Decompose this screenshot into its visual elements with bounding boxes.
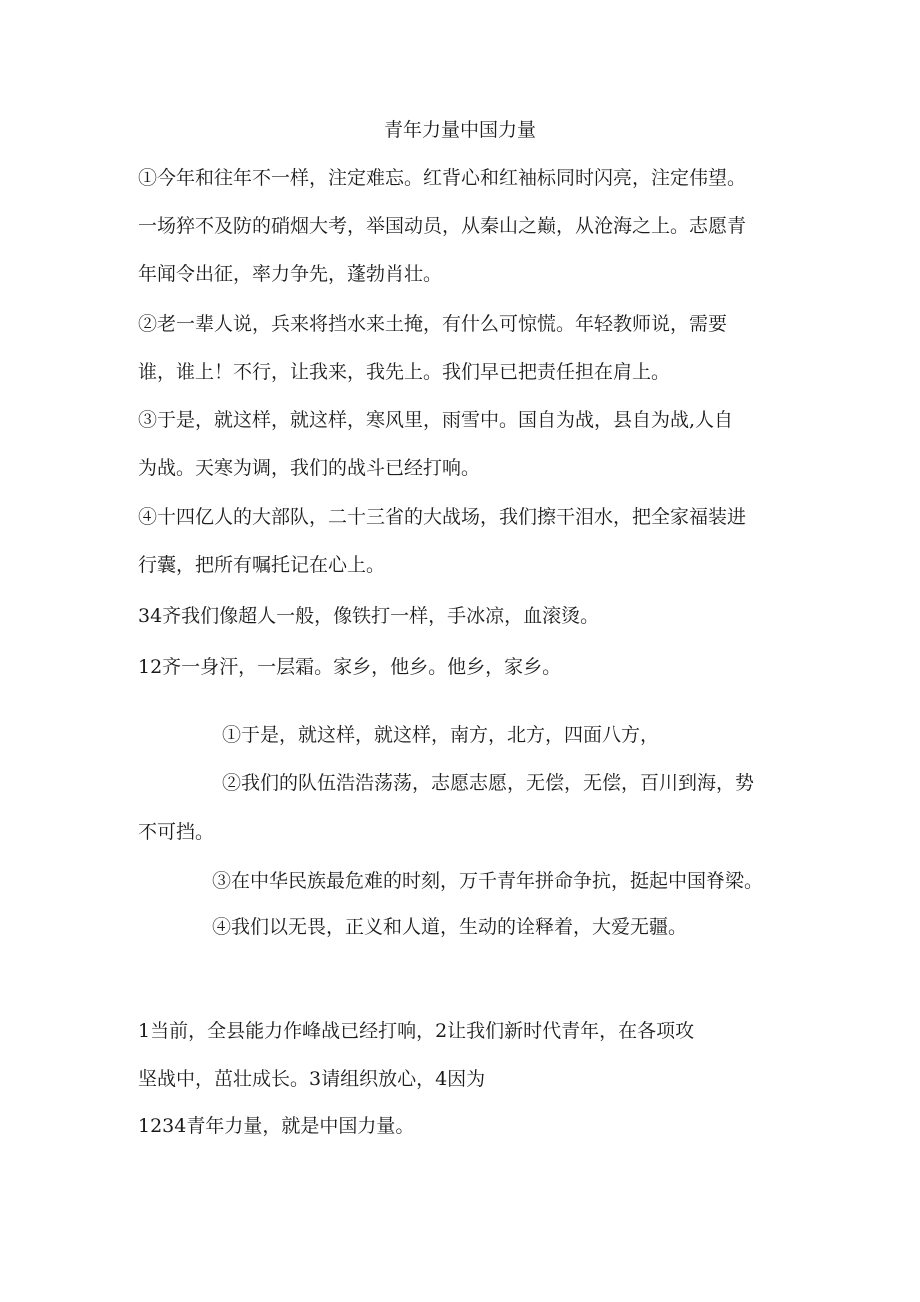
text-line: 12齐一身汗，一层霜。家乡，他乡。他乡，家乡。 — [138, 656, 562, 678]
text-line: 不可挡。 — [138, 821, 215, 843]
text-line: 34齐我们像超人一般，像铁打一样，手冰凉，血滚烫。 — [138, 605, 600, 627]
text-line: 行囊，把所有嘱托记在心上。 — [138, 554, 386, 576]
text-line: ④十四亿人的大部队，二十三省的大战场，我们擦干泪水，把全家福装进 — [138, 506, 747, 528]
text-line: 谁，谁上！不行，让我来，我先上。我们早已把责任担在肩上。 — [138, 361, 671, 383]
text-line: ②老一辈人说，兵来将挡水来土掩，有什么可惊慌。年轻教师说，需要 — [138, 313, 728, 335]
text-line: 1234青年力量，就是中国力量。 — [138, 1115, 415, 1137]
text-line: ③于是，就这样，就这样，寒风里，雨雪中。国自为战，县自为战,人自 — [138, 409, 734, 431]
text-line: ②我们的队伍浩浩荡荡，志愿志愿，无偿，无偿，百川到海，势 — [222, 772, 755, 794]
text-line: ①于是，就这样，就这样，南方，北方，四面八方， — [222, 724, 660, 746]
text-line: 为战。天寒为调，我们的战斗已经打响。 — [138, 457, 481, 479]
text-line: 坚战中，茁壮成长。3请组织放心，4因为 — [138, 1068, 486, 1090]
text-line: 1当前，全县能力作峰战已经打响，2让我们新时代青年，在各项攻 — [138, 1020, 695, 1042]
text-line: ③在中华民族最危难的时刻，万千青年拼命争抗，挺起中国脊梁。 — [212, 870, 764, 892]
text-line: ①今年和往年不一样，注定难忘。红背心和红袖标同时闪亮，注定伟望。 — [138, 167, 747, 189]
text-line: 一场猝不及防的硝烟大考，举国动员，从秦山之巅，从沧海之上。志愿青 — [138, 215, 747, 237]
text-line: 年闻令出征，率力争先，蓬勃肖壮。 — [138, 263, 443, 285]
document-title: 青年力量中国力量 — [383, 119, 536, 141]
text-line: ④我们以无畏，正义和人道，生动的诠释着，大爱无疆。 — [212, 916, 688, 938]
